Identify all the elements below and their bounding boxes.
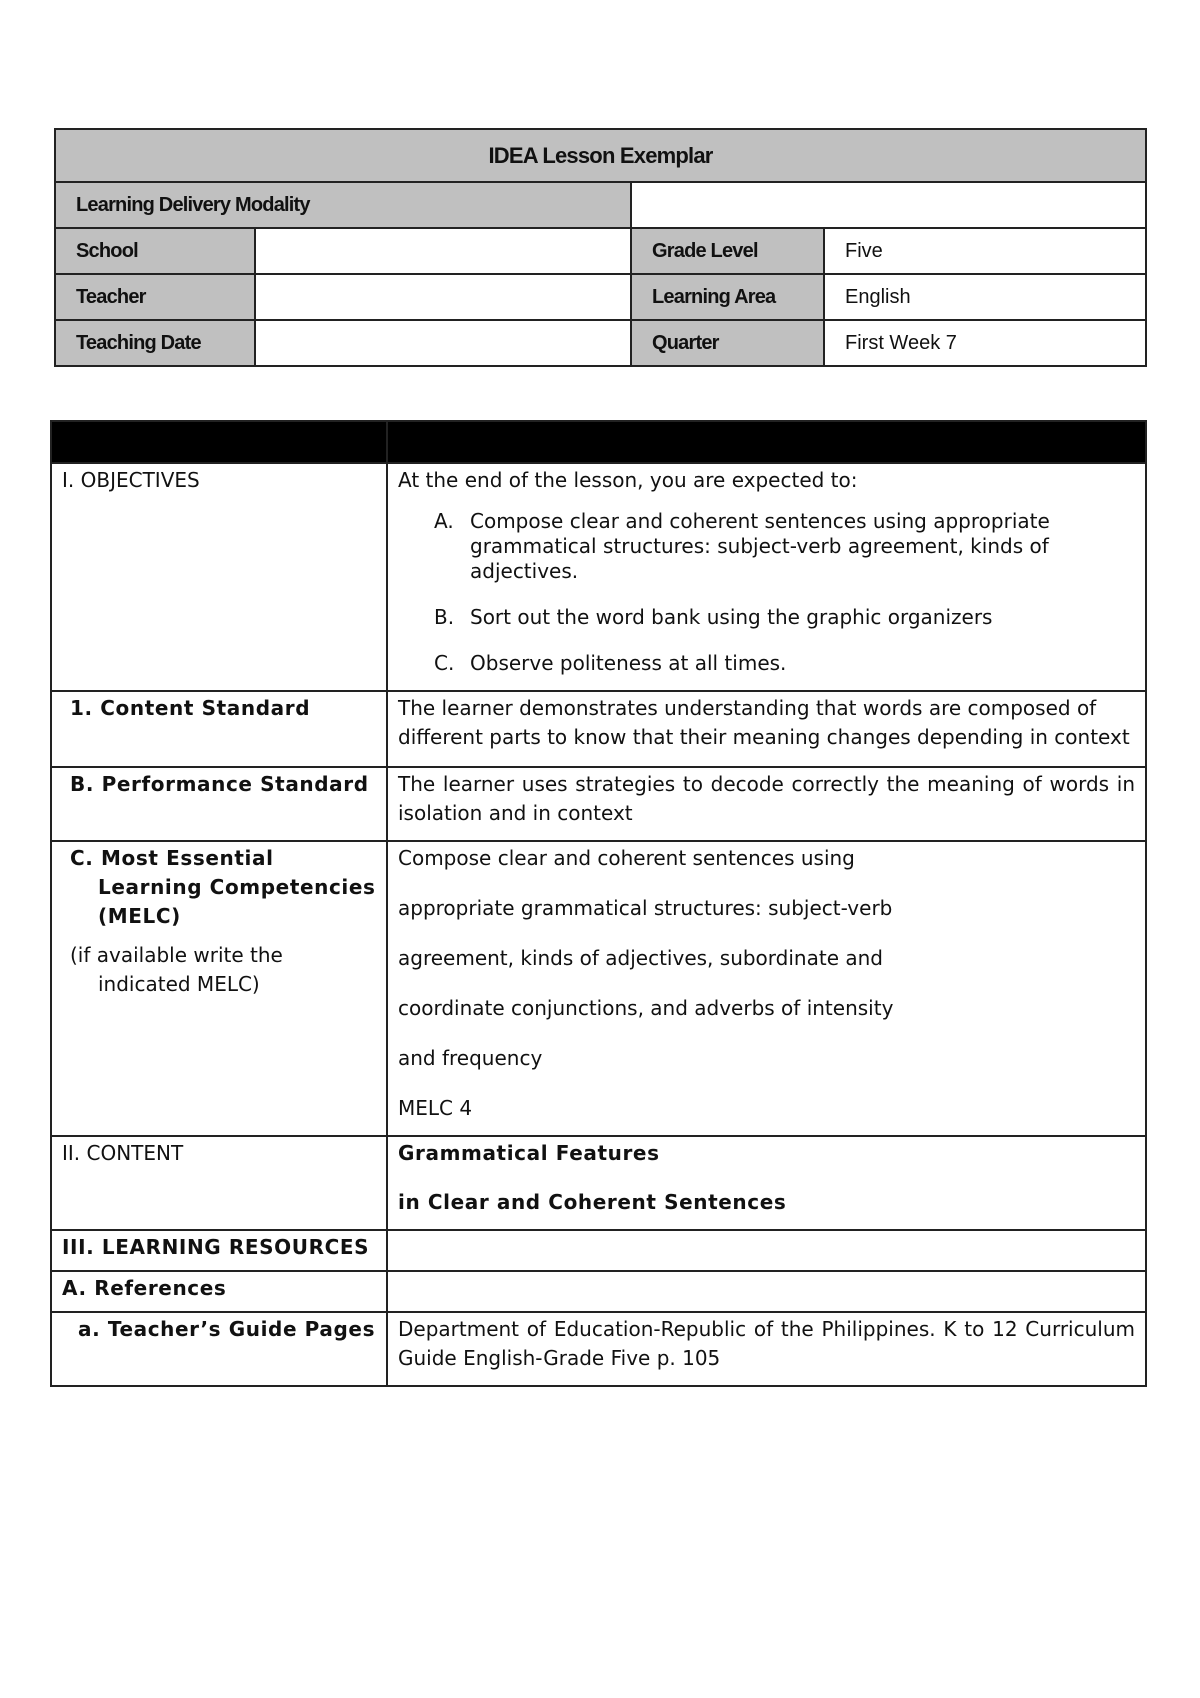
list-item xyxy=(434,605,1135,630)
list-text: Sort out the word bank using the graphic organizers xyxy=(470,605,993,629)
references-label-cell xyxy=(51,1271,387,1312)
objectives-cell xyxy=(387,463,1146,691)
performance-standard-text: The learner uses strategies to decode correctly the meaning of words in isolation and in context xyxy=(387,767,1146,841)
list-text: Observe politeness at all times. xyxy=(470,651,787,675)
content-label: II. CONTENT xyxy=(51,1136,387,1230)
melc-line: appropriate grammatical structures: subject-verb xyxy=(398,896,893,920)
melc-label: C. Most Essential Learning Competencies (MELC) xyxy=(70,846,376,928)
objectives-list xyxy=(398,509,1135,676)
list-item xyxy=(434,509,1135,584)
learning-resources-value[interactable] xyxy=(387,1230,1146,1271)
list-item xyxy=(434,651,1135,676)
content-standard-row xyxy=(51,691,1146,767)
melc-line: MELC 4 xyxy=(398,1096,473,1120)
references-row xyxy=(51,1271,1146,1312)
performance-standard-label: B. Performance Standard xyxy=(70,772,369,796)
learning-delivery-modality-value[interactable] xyxy=(631,182,1146,228)
content-row xyxy=(51,1136,1146,1230)
learning-resources-label-cell xyxy=(51,1230,387,1271)
melc-line: agreement, kinds of adjectives, subordinate and xyxy=(398,946,883,970)
header-bar-left xyxy=(51,421,387,463)
lesson-header-table xyxy=(54,128,1147,367)
teacher-label: Teacher xyxy=(55,274,255,320)
list-marker: A. xyxy=(434,509,454,533)
content-line: Grammatical Features xyxy=(398,1141,660,1165)
teaching-date-label: Teaching Date xyxy=(55,320,255,366)
teachers-guide-cell xyxy=(51,1312,387,1386)
melc-cell xyxy=(51,841,387,1136)
performance-standard-cell xyxy=(51,767,387,841)
melc-line: Compose clear and coherent sentences using xyxy=(398,846,855,870)
school-label: School xyxy=(55,228,255,274)
content-standard-text: The learner demonstrates understanding that words are composed of different parts to know that their meaning changes depending in context xyxy=(387,691,1146,767)
content-standard-cell xyxy=(51,691,387,767)
melc-line: coordinate conjunctions, and adverbs of intensity xyxy=(398,996,894,1020)
learning-resources-row xyxy=(51,1230,1146,1271)
teachers-guide-text: Department of Education-Republic of the Philippines. K to 12 Curriculum Guide English-Grade Five p. 105 xyxy=(387,1312,1146,1386)
content-cell xyxy=(387,1136,1146,1230)
teaching-date-value[interactable] xyxy=(255,320,631,366)
melc-text-cell xyxy=(387,841,1146,1136)
performance-standard-row xyxy=(51,767,1146,841)
melc-line: and frequency xyxy=(398,1046,543,1070)
objectives-label: I. OBJECTIVES xyxy=(51,463,387,691)
list-marker: C. xyxy=(434,651,455,675)
lesson-plan-table xyxy=(50,420,1147,1387)
objectives-row xyxy=(51,463,1146,691)
list-text: Compose clear and coherent sentences using appropriate grammatical structures: subject-verb agreement, kinds of adjectives. xyxy=(470,509,1050,583)
learning-resources-label: III. LEARNING RESOURCES xyxy=(62,1235,370,1259)
quarter-value[interactable]: First Week 7 xyxy=(824,320,1146,366)
references-label: A. References xyxy=(62,1276,227,1300)
learning-area-value[interactable]: English xyxy=(824,274,1146,320)
school-value[interactable] xyxy=(255,228,631,274)
teachers-guide-label: a. Teacher’s Guide Pages xyxy=(78,1317,376,1341)
header-title: IDEA Lesson Exemplar xyxy=(55,129,1146,182)
grade-level-label: Grade Level xyxy=(631,228,824,274)
list-marker: B. xyxy=(434,605,455,629)
melc-row xyxy=(51,841,1146,1136)
learning-area-label: Learning Area xyxy=(631,274,824,320)
quarter-label: Quarter xyxy=(631,320,824,366)
content-line: in Clear and Coherent Sentences xyxy=(398,1190,787,1214)
references-value[interactable] xyxy=(387,1271,1146,1312)
learning-delivery-modality-label: Learning Delivery Modality xyxy=(55,182,631,228)
melc-note: (if available write the indicated MELC) xyxy=(70,943,283,996)
grade-level-value[interactable]: Five xyxy=(824,228,1146,274)
table-header-bar xyxy=(51,421,1146,463)
teachers-guide-row xyxy=(51,1312,1146,1386)
teacher-value[interactable] xyxy=(255,274,631,320)
header-bar-right xyxy=(387,421,1146,463)
objectives-intro: At the end of the lesson, you are expected to: xyxy=(398,468,858,492)
content-standard-label: 1. Content Standard xyxy=(70,696,311,720)
